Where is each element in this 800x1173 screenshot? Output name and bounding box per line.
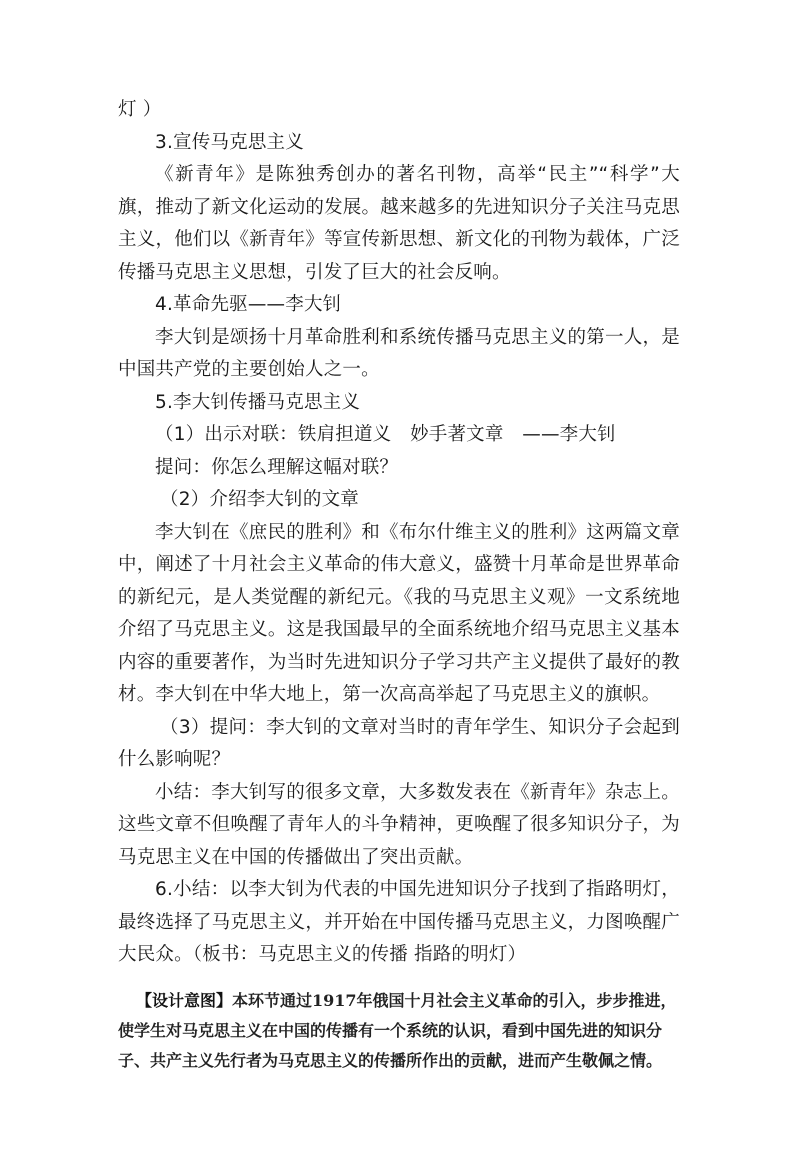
continued-lamp-line: 灯 ） (118, 99, 162, 120)
paragraph-summary-6: 6.小结：以李大钊为代表的中国先进知识分子找到了指路明灯，最终选择了马克思主义，并开始在中国传播马克思主义，力图唤醒广大民众。（板书：马克思主义的传播 指路的明灯） (118, 879, 680, 965)
paragraph-summary: 小结：李大钊写的很多文章，大多数发表在《新青年》杂志上。这些文章不但唤醒了青年人的斗争精神，更唤醒了很多知识分子，为马克思主义在中国的传播做出了突出贡献。 (118, 781, 680, 868)
item-couplet: （1）出示对联：铁肩担道义 妙手著文章 ——李大钊 (155, 424, 616, 445)
paragraph-articles: 李大钊在《庶民的胜利》和《布尔什维主义的胜利》这两篇文章中，阐述了十月社会主义革命的伟大意义，盛赞十月革命是世界革命的新纪元，是人类觉醒的新纪元。《我的马克思主义观》一文系统地介绍了马克思主义。这是我国最早的全面系统地介绍马克思主义基本内容的重要著作，为当时先进知识分子学习共产主义提供了最好的教材。李大钊在中华大地上，第一次高高举起了马克思主义的旗帜。 (118, 521, 680, 705)
item-influence-question: （3）提问：李大钊的文章对当时的青年学生、知识分子会起到什么影响呢？ (118, 716, 680, 770)
section-heading-4: 4.革命先驱——李大钊 (155, 294, 342, 315)
question-couplet: 提问：你怎么理解这幅对联？ (155, 456, 399, 478)
section-heading-5: 5.李大钊传播马克思主义 (155, 391, 361, 413)
section-heading-3: 3.宣传马克思主义 (155, 131, 304, 153)
design-intent (118, 986, 680, 1076)
document-body (118, 94, 680, 1092)
design-intent-text: 本环节通过1917年俄国十月社会主义革命的引入，步步推进，使学生对马克思主义在中国的传播有一个系统的认识，看到中国先进的知识分子、共产主义先行者为马克思主义的传播所作出的贡献，进而产生敬佩之情。 (118, 990, 677, 1070)
design-intent-tag: 【设计意图】 (136, 990, 233, 1010)
paragraph-li-dazhao-intro: 李大钊是颂扬十月革命胜利和系统传播马克思主义的第一人，是中国共产党的主要创始人之一。 (118, 326, 680, 380)
paragraph-new-youth: 《新青年》是陈独秀创办的著名刊物，高举“民主”“科学”大旗，推动了新文化运动的发展。越来越多的先进知识分子关注马克思主义，他们以《新青年》等宣传新思想、新文化的刊物为载体，广泛传播马克思主义思想，引发了巨大的社会反响。 (118, 164, 680, 283)
item-articles: （2）介绍李大钊的文章 (160, 489, 359, 510)
